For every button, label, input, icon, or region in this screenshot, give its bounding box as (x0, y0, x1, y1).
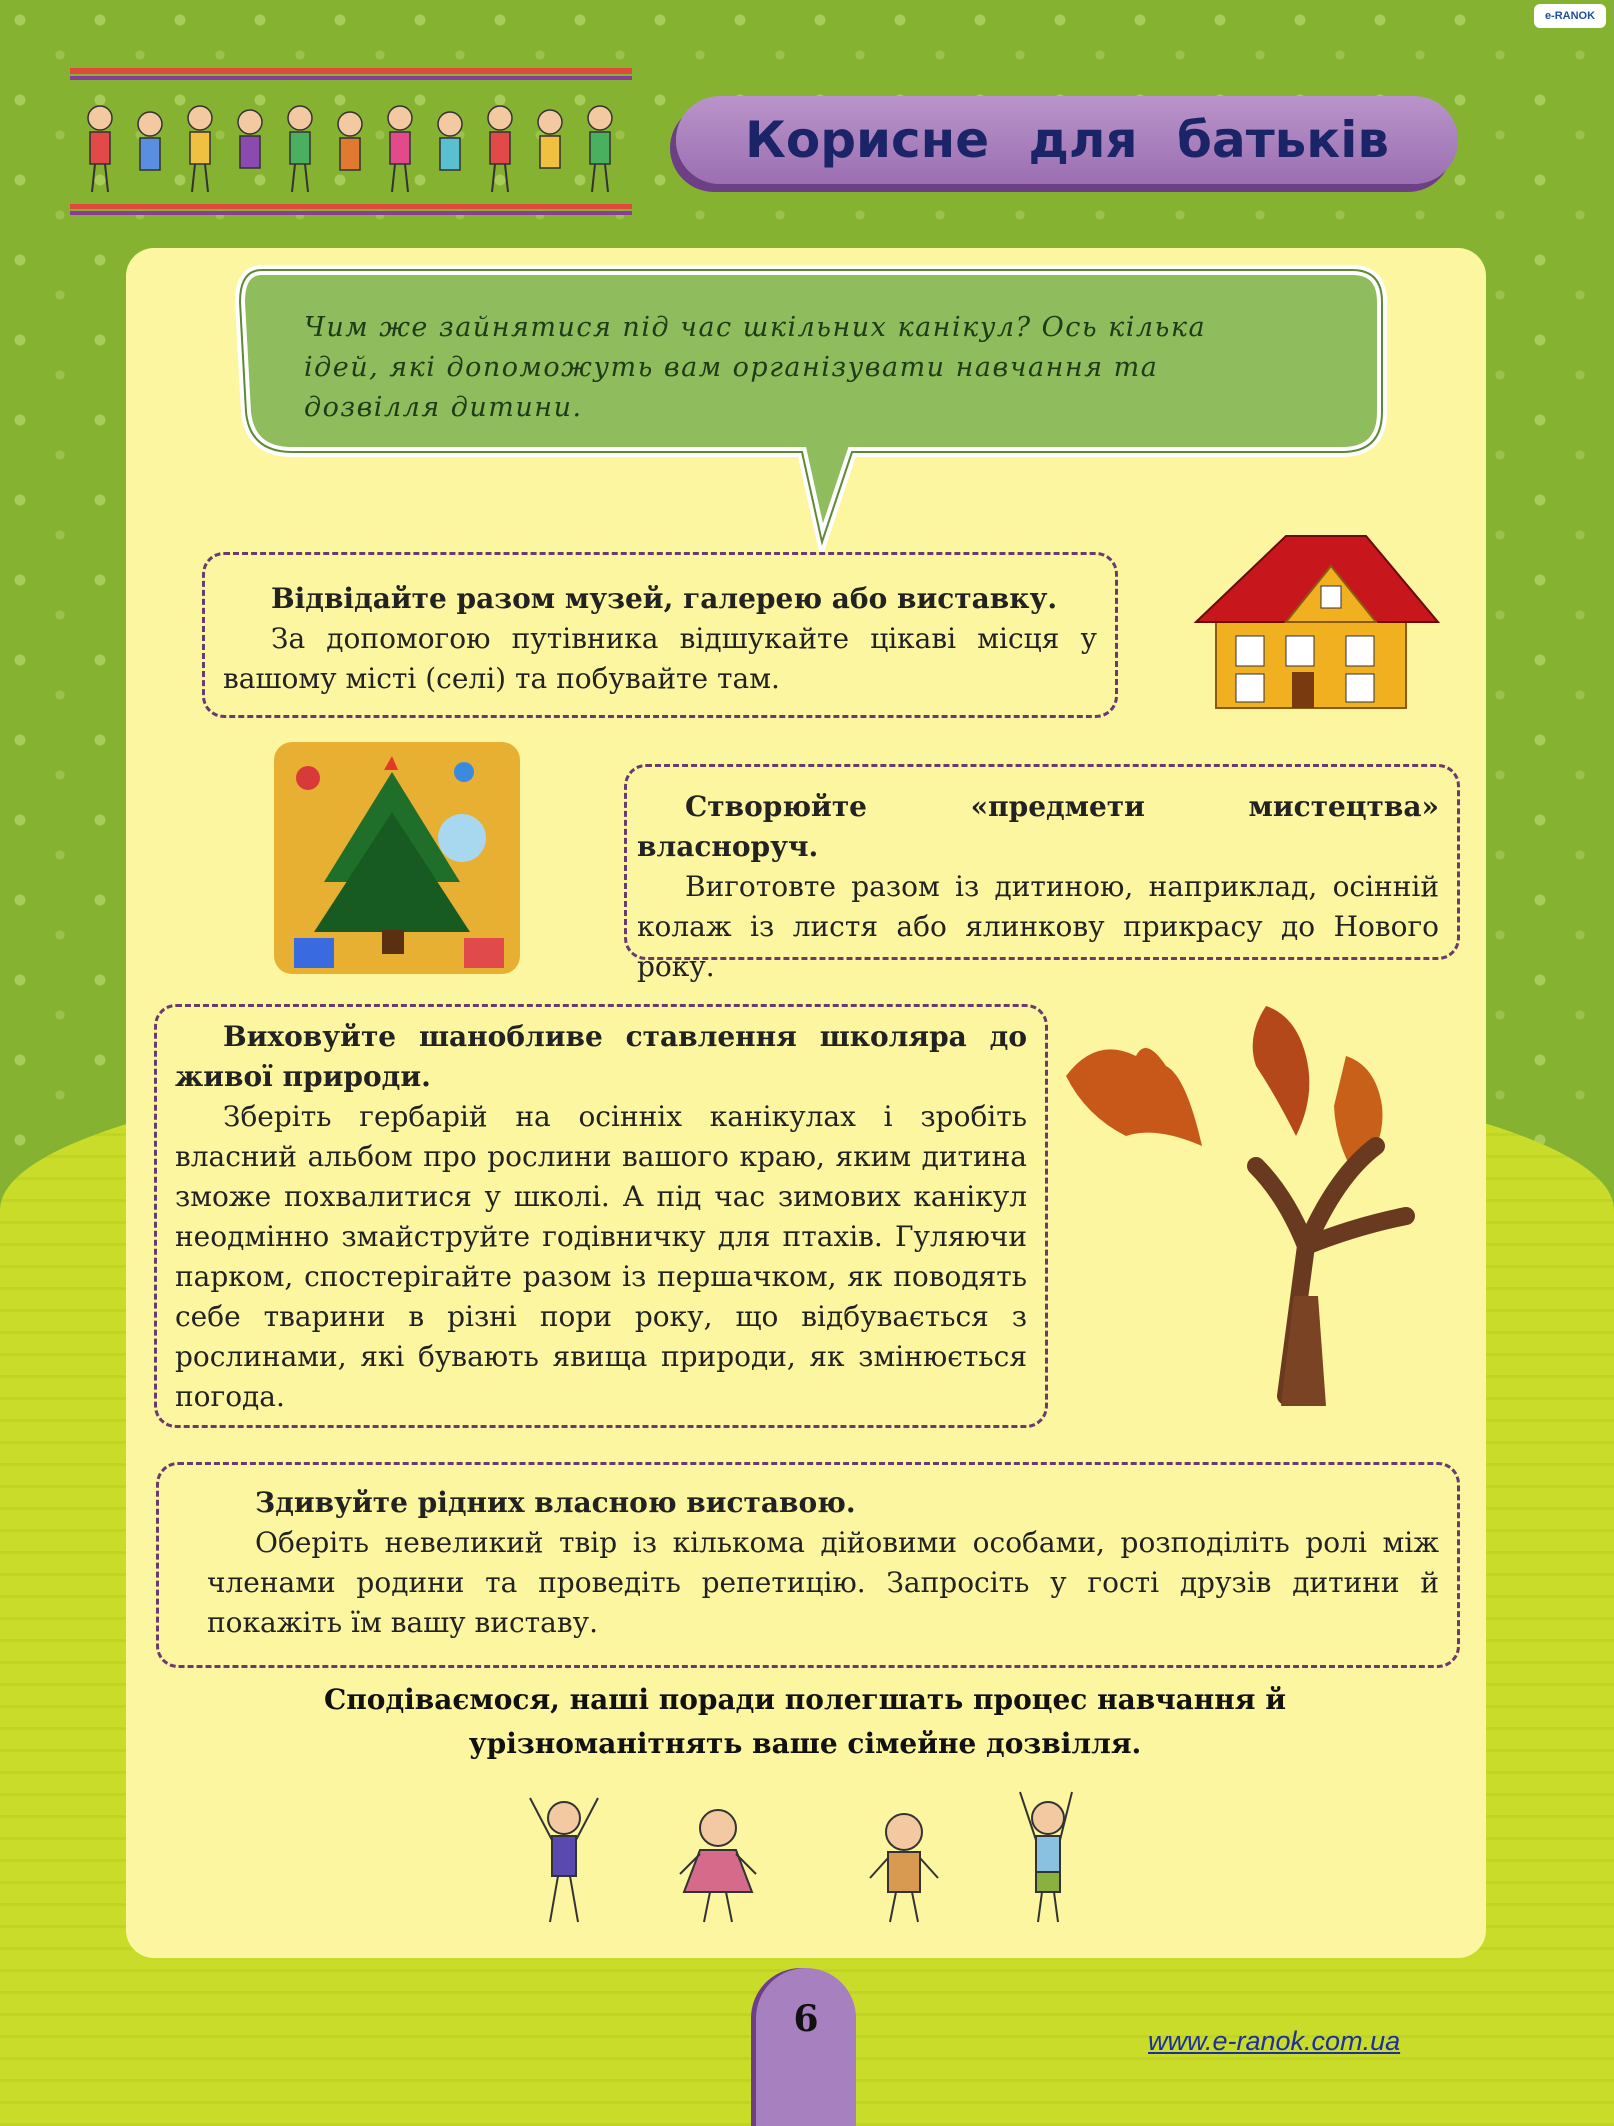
tip-nature (154, 1004, 1048, 1428)
christmas-tree-craft-photo (274, 742, 520, 974)
tip-heading: Відвідайте разом музей, галерею або виставку. (271, 582, 1058, 615)
intro-text: Чим же зайнятися під час шкільних канікул? Ось кілька ідей, які допоможуть вам організувати навчання та дозвілля дитини. (304, 312, 1207, 423)
tip-heading: Виховуйте шанобливе ставлення школяра до живої природи. (175, 1020, 1027, 1093)
page-number-tab (756, 1968, 856, 2126)
closing-text: Сподіваємося, наші поради полегшать процес навчання й урізноманітнять ваше сімейне дозвілля. (324, 1683, 1286, 1760)
kids-banner-illustration (70, 68, 632, 218)
tip-text: Зберіть гербарій на осінніх канікулах і зробіть власний альбом про рослини вашого краю, яким дитина зможе похвалитися у школі. А під час зимових канікул неодмінно змайструйте годівничку для птахів. Гуляючи парком, спостерігайте разом із першачком, як поводять себе тварини в різні пори року, що відбувається з рослинами, які бувають явища природи, як змінюється погода. (175, 1100, 1027, 1413)
house-illustration (1176, 526, 1448, 716)
autumn-leaves-branch-illustration (1056, 996, 1456, 1406)
tip-heading: Створюйте «предмети мистецтва» власноруч. (637, 790, 1439, 863)
publisher-url-link[interactable]: www.e-ranok.com.ua (1148, 2026, 1401, 2056)
tip-performance (156, 1462, 1460, 1668)
page-title-banner (676, 96, 1458, 184)
kids-illustration (516, 1782, 1076, 1930)
page-number: 6 (793, 1998, 819, 2040)
tip-museum (202, 552, 1118, 718)
tip-text: За допомогою путівника відшукайте цікаві місця у вашому місті (селі) та побувайте там. (223, 622, 1097, 695)
publisher-logo[interactable]: e-RANOK (1534, 4, 1606, 28)
tip-heading: Здивуйте рідних власною виставою. (255, 1486, 856, 1519)
tip-text: Оберіть невеликий твір із кількома дійовими особами, розподіліть ролі між членами родини та проведіть репетицію. Запросіть у гості друзів дитини й покажіть їм вашу виставу. (207, 1526, 1439, 1639)
tip-art (624, 764, 1460, 983)
page-title: Корисне для батьків (744, 111, 1390, 169)
tip-text: Виготовте разом із дитиною, наприклад, осінній колаж із листя або ялинкову прикрасу до Нового року. (637, 870, 1439, 983)
